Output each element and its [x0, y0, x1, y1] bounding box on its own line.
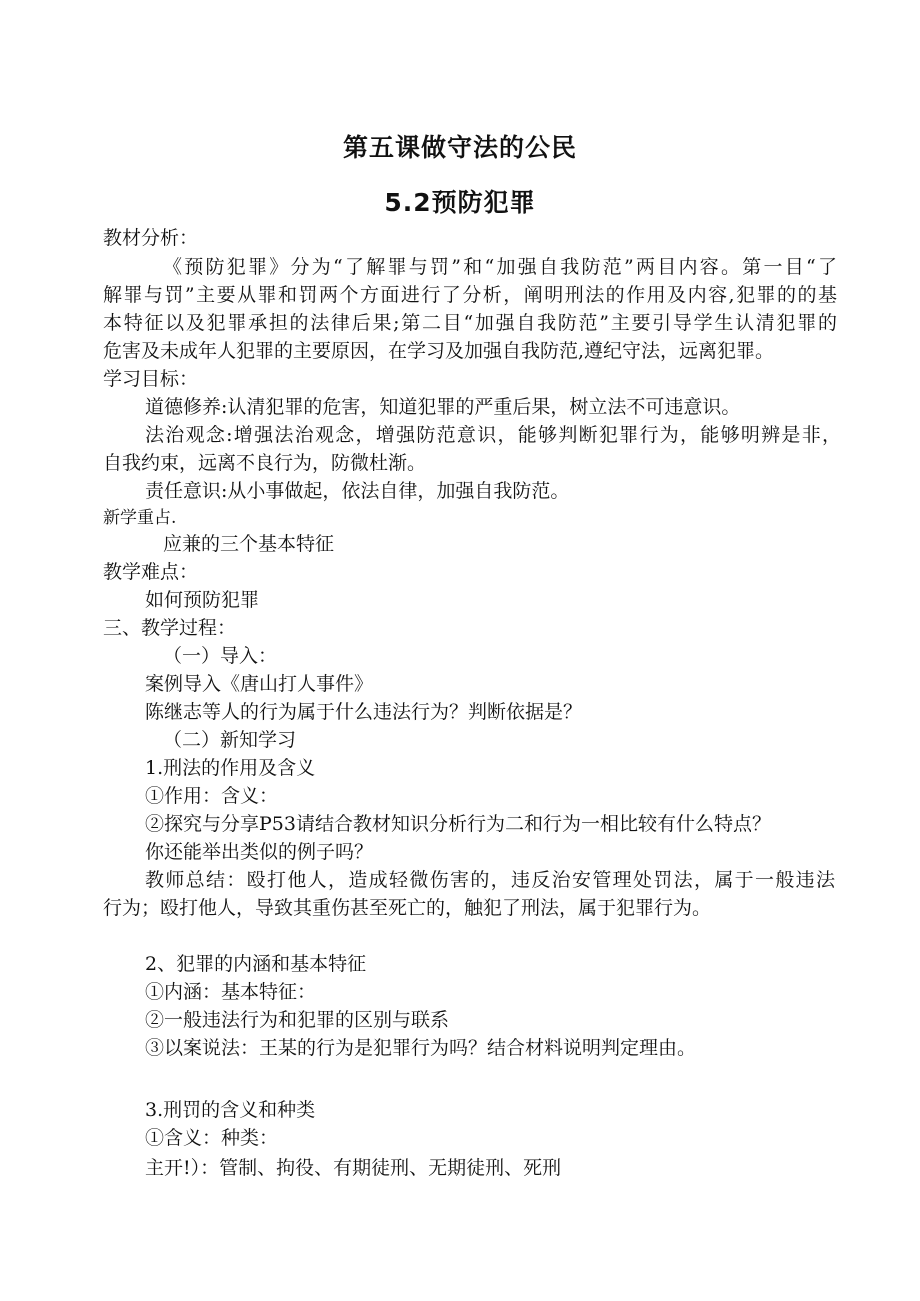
analysis-line-2: 解罪与罚”主要从罪和罚两个方面进行了分析，阐明刑法的作用及内容,犯罪的的基	[103, 284, 837, 306]
lesson-title: 第五课做守法的公民	[342, 133, 577, 162]
analysis-line-4: 危害及未成年人犯罪的主要原因，在学习及加强自我防范,遵纪守法，远离犯罪。	[103, 340, 775, 362]
goal-law-line-1: 法治观念:增强法治观念，增强防范意识，能够判断犯罪行为，能够明辨是非，	[145, 424, 841, 446]
goal-law-line-2: 自我约束，远离不良行为，防微杜渐。	[103, 452, 427, 474]
section-1-title: 1.刑法的作用及含义	[145, 757, 316, 779]
section-1-summary-line-2: 行为；殴打他人，导致其重伤甚至死亡的，触犯了刑法，属于犯罪行为。	[103, 897, 712, 919]
section-2-item-a: ①内涵：基本特征：	[145, 981, 317, 1003]
section-1-item-b: ②探究与分享P53请结合教材知识分析行为二和行为一相比较有什么特点？	[145, 813, 771, 835]
difficulty-heading: 教学难点：	[103, 561, 199, 583]
key-heading: 新学重占.	[103, 508, 177, 528]
goal-duty: 责任意识:从小事做起，依法自律，加强自我防范。	[145, 480, 570, 502]
section-1-summary-line-1: 教师总结：殴打他人，造成轻微伤害的，违反治安管理处罚法，属于一般违法	[145, 869, 835, 891]
analysis-line-3: 本特征以及犯罪承担的法律后果;第二目“加强自我防范”主要引导学生认清犯罪的	[103, 312, 837, 334]
analysis-line-1: 《预防犯罪》分为“了解罪与罚”和“加强自我防范”两目内容。第一目“了	[163, 256, 837, 278]
section-2-item-c: ③以案说法：王某的行为是犯罪行为吗？结合材料说明判定理由。	[145, 1037, 697, 1059]
new-knowledge-heading: （二）新知学习	[163, 729, 297, 751]
goal-moral: 道德修养:认清犯罪的危害，知道犯罪的严重后果，树立法不可违意识。	[145, 396, 741, 418]
key-content: 应兼的三个基本特征	[163, 533, 335, 555]
section-2-item-b: ②一般违法行为和犯罪的区别与联系	[145, 1009, 450, 1031]
goals-heading: 学习目标：	[103, 368, 199, 390]
section-1-item-a: ①作用：含义：	[145, 785, 279, 807]
difficulty-content: 如何预防犯罪	[145, 589, 260, 611]
section-2-title: 2、犯罪的内涵和基本特征	[145, 953, 367, 975]
section-3-item-a: ①含义：种类：	[145, 1127, 279, 1149]
intro-case: 案例导入《唐山打人事件》	[145, 673, 374, 695]
process-heading: 三、教学过程：	[103, 617, 237, 639]
section-3-title: 3.刑罚的含义和种类	[145, 1099, 316, 1121]
section-1-item-c: 你还能举出类似的例子吗？	[145, 841, 374, 863]
section-3-item-b: 主开!）：管制、拘役、有期徒刑、无期徒刑、死刑	[145, 1157, 562, 1179]
intro-question: 陈继志等人的行为属于什么违法行为？判断依据是？	[145, 701, 583, 723]
analysis-heading: 教材分析：	[103, 227, 199, 249]
intro-heading: （一）导入：	[163, 645, 278, 667]
section-title: 5.2预防犯罪	[384, 188, 536, 217]
